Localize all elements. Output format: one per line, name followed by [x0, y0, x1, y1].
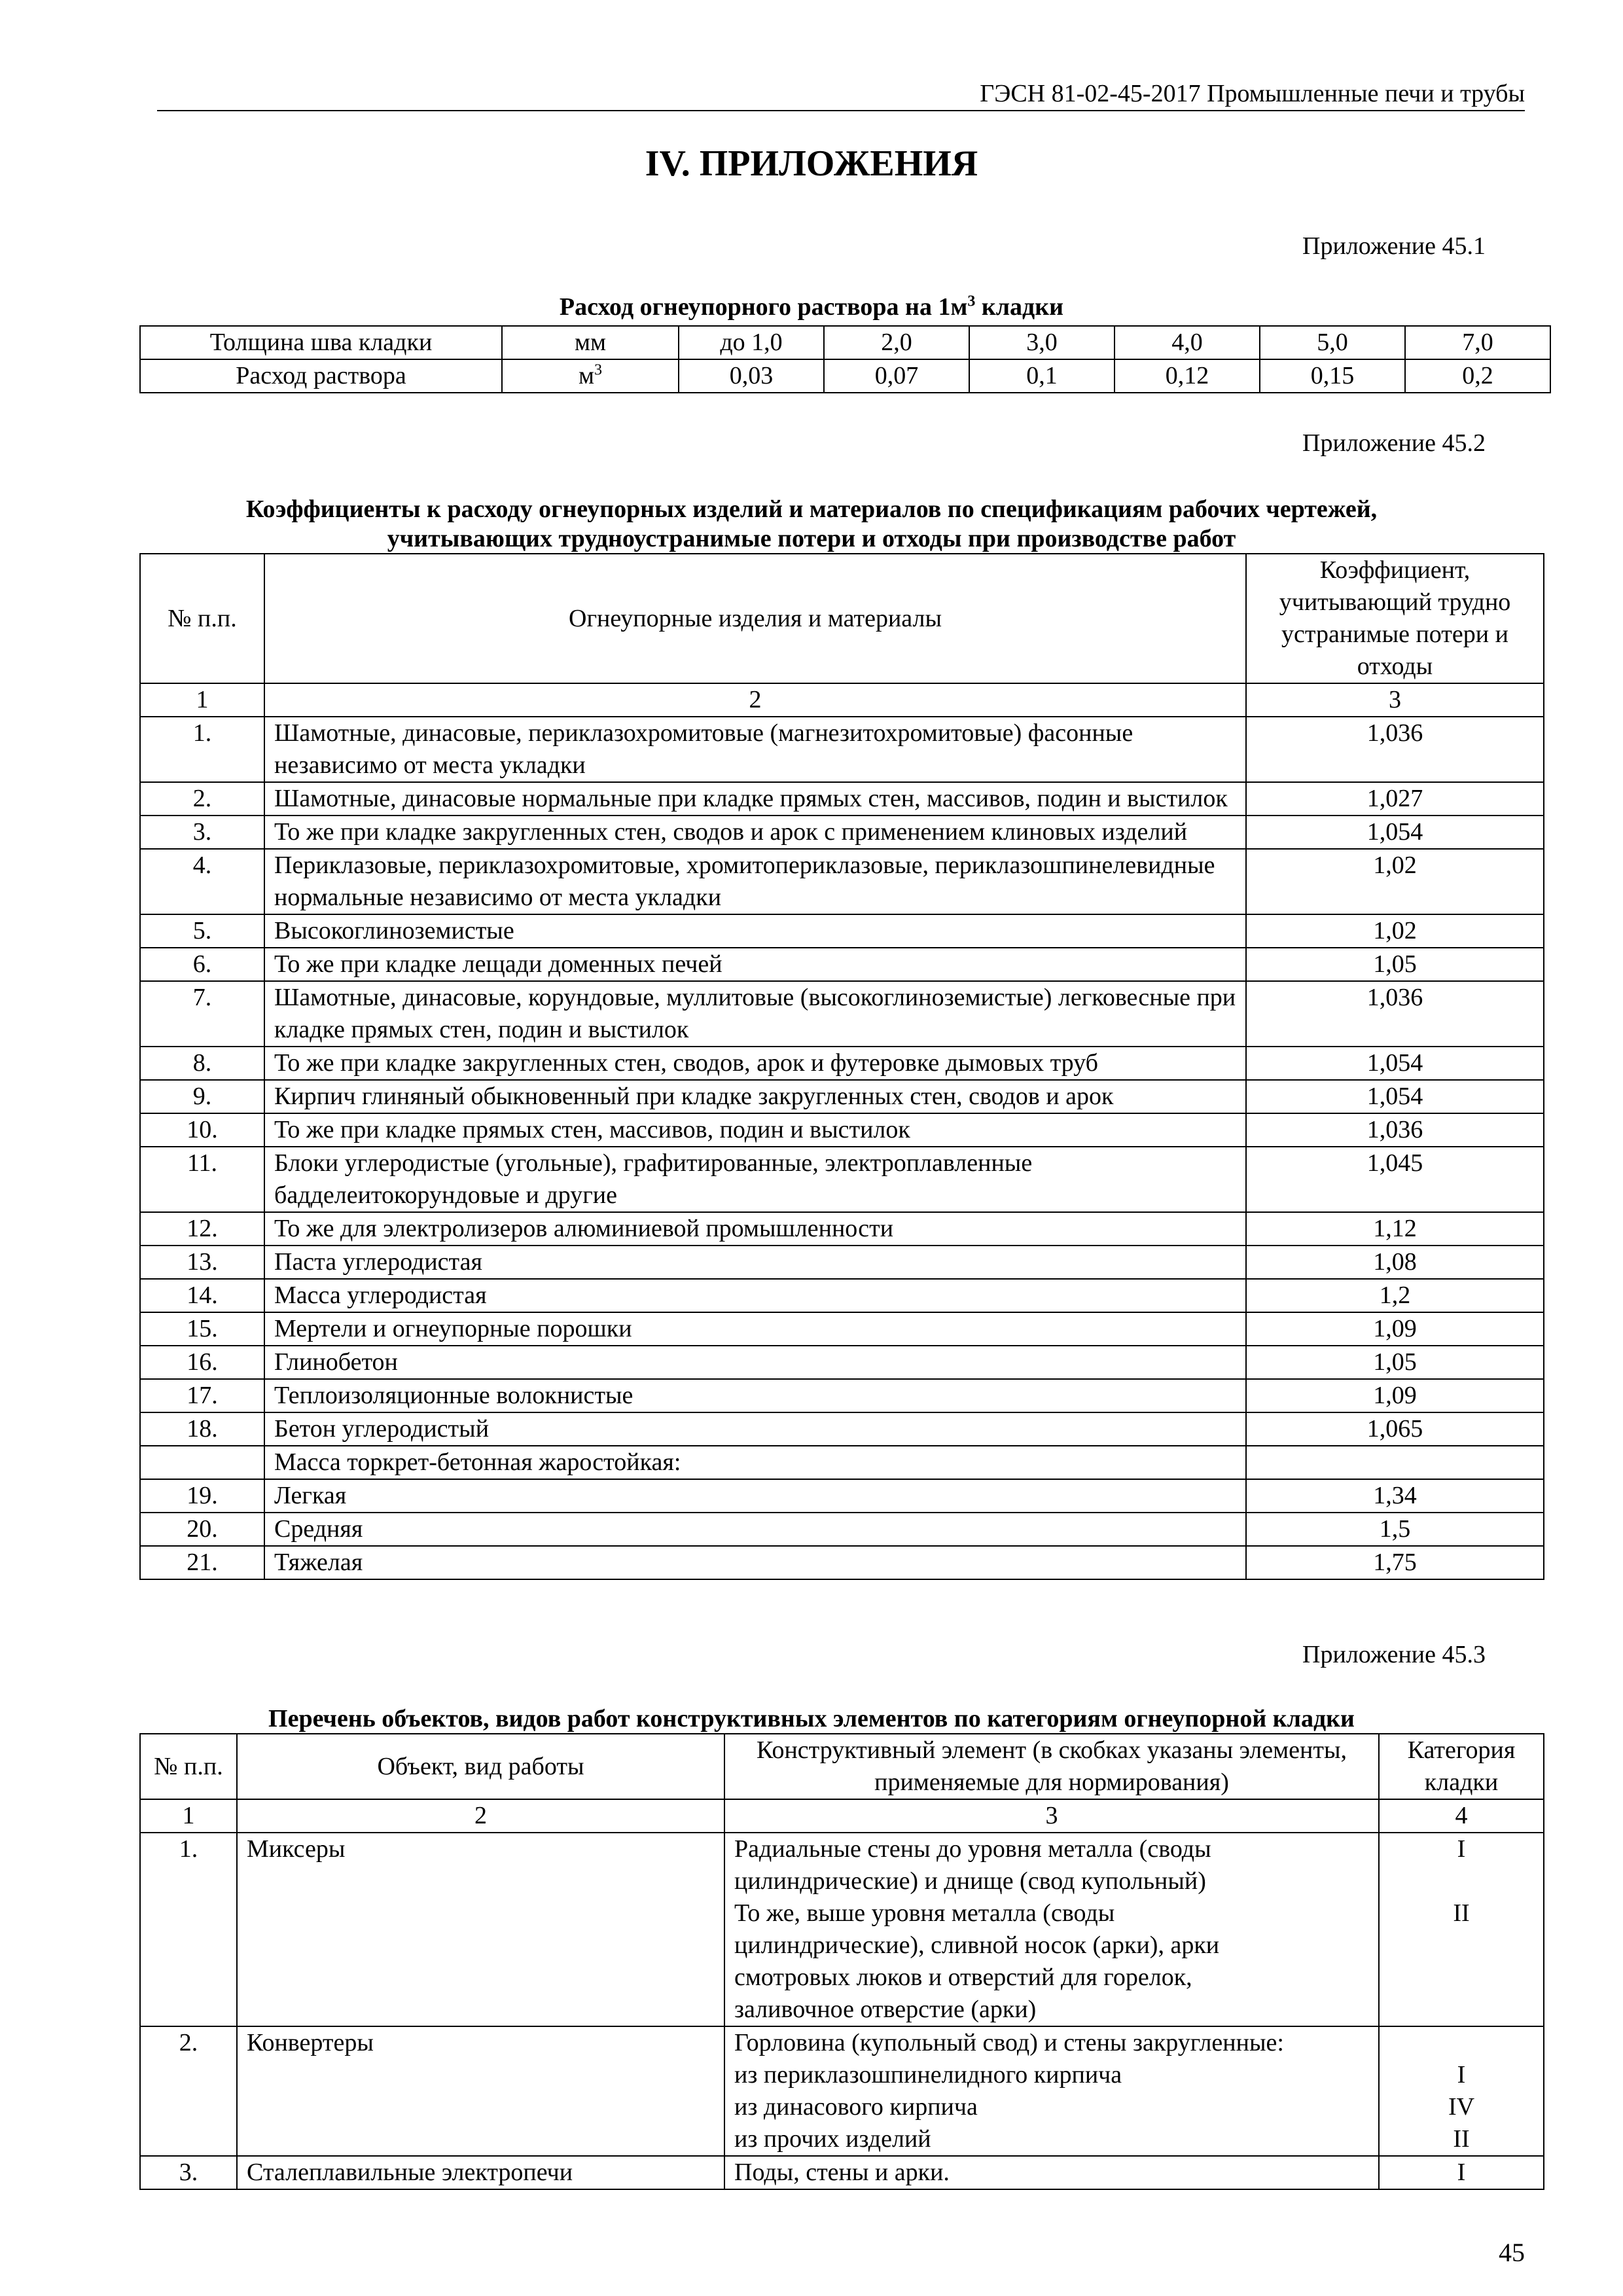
table-row — [140, 816, 1544, 849]
row-number: 2. — [140, 782, 264, 816]
table-row — [140, 359, 1550, 393]
material-name: Паста углеродистая — [264, 1246, 1246, 1279]
appendix-label-45-1: Приложение 45.1 — [1302, 232, 1486, 260]
header-materials-text: Огнеупорные изделия и материалы — [569, 604, 942, 632]
table-row — [140, 1446, 1544, 1479]
unit-text: мм — [574, 329, 607, 356]
table-row — [140, 1279, 1544, 1312]
value-cell: 0,1 — [969, 359, 1115, 393]
category-line — [1389, 1962, 1534, 1994]
category-line: I — [1457, 2061, 1466, 2089]
table-row — [140, 1379, 1544, 1412]
table-row — [140, 1513, 1544, 1546]
coefficient-value: 1,09 — [1246, 1379, 1544, 1412]
material-name: Мертели и огнеупорные порошки — [264, 1312, 1246, 1346]
coefficient-value: 1,08 — [1246, 1246, 1544, 1279]
header-no — [140, 1734, 237, 1799]
table-row — [140, 948, 1544, 981]
category-line — [1389, 1994, 1534, 2026]
table-row — [140, 1113, 1544, 1147]
row-number: 10. — [140, 1113, 264, 1147]
column-number-4: 4 — [1379, 1799, 1544, 1833]
column-number-1: 1 — [140, 1799, 237, 1833]
header-element-text: Конструктивный элемент (в скобках указаны элементы, применяемые для нормирования) — [757, 1736, 1347, 1796]
object-name: Сталеплавильные электропечи — [237, 2156, 724, 2189]
coefficient-value: 1,036 — [1246, 717, 1544, 782]
unit-cell — [502, 359, 679, 393]
material-name: Высокоглиноземистые — [264, 914, 1246, 948]
mortar-consumption-table — [139, 325, 1551, 393]
element-cell — [724, 2156, 1379, 2189]
row-number: 19. — [140, 1479, 264, 1513]
category-cell — [1379, 1833, 1544, 2026]
category-cell — [1379, 2026, 1544, 2156]
row-number: 17. — [140, 1379, 264, 1412]
element-line: То же, выше уровня металла (своды — [734, 1899, 1115, 1927]
table-row — [140, 1080, 1544, 1113]
coefficient-value: 1,054 — [1246, 1080, 1544, 1113]
column-number-1: 1 — [140, 683, 264, 717]
table-row — [140, 1147, 1544, 1212]
category-line: II — [1453, 1899, 1470, 1927]
element-line: заливочное отверстие (арки) — [734, 1996, 1037, 2023]
element-cell — [724, 1833, 1379, 2026]
coefficient-value: 1,75 — [1246, 1546, 1544, 1579]
table-row — [140, 981, 1544, 1047]
caption-superscript: 3 — [967, 293, 976, 310]
value-cell: до 1,0 — [679, 326, 824, 359]
header-category — [1379, 1734, 1544, 1799]
header-no — [140, 554, 264, 683]
coefficient-value — [1246, 1446, 1544, 1479]
category-cell — [1379, 2156, 1544, 2189]
material-name: Кирпич глиняный обыкновенный при кладке закругленных стен, сводов и арок — [264, 1080, 1246, 1113]
coefficient-value: 1,065 — [1246, 1412, 1544, 1446]
unit-superscript: 3 — [594, 361, 603, 379]
value-cell: 0,15 — [1260, 359, 1405, 393]
row-number — [140, 1446, 264, 1479]
row-number: 9. — [140, 1080, 264, 1113]
column-number-2: 2 — [264, 683, 1246, 717]
table-row — [140, 1479, 1544, 1513]
caption-text: Расход огнеупорного раствора на 1м — [559, 293, 968, 321]
row-number: 3. — [140, 816, 264, 849]
value-cell: 0,12 — [1115, 359, 1260, 393]
coefficient-value: 1,036 — [1246, 981, 1544, 1047]
coefficient-value: 1,054 — [1246, 1047, 1544, 1080]
table-row — [140, 2026, 1544, 2156]
table-row — [140, 782, 1544, 816]
column-number-2: 2 — [237, 1799, 724, 1833]
row-number: 11. — [140, 1147, 264, 1212]
coefficient-value: 1,02 — [1246, 914, 1544, 948]
header-no-text: № п.п. — [168, 604, 237, 632]
coefficient-value: 1,05 — [1246, 1346, 1544, 1379]
table-row — [140, 849, 1544, 914]
element-line: цилиндрические), сливной носок (арки), арки — [734, 1931, 1220, 1959]
header-element — [724, 1734, 1379, 1799]
row-number: 4. — [140, 849, 264, 914]
category-line — [1389, 2027, 1534, 2059]
value-cell: 0,03 — [679, 359, 824, 393]
header-coefficient — [1246, 554, 1544, 683]
category-line: IV — [1448, 2093, 1475, 2121]
header-no-text: № п.п. — [154, 1752, 223, 1780]
value-cell: 2,0 — [824, 326, 969, 359]
value-cell: 0,07 — [824, 359, 969, 393]
table-row — [140, 1212, 1544, 1246]
row-label: Расход раствора — [140, 359, 502, 393]
appendix-caption-45-1 — [0, 292, 1623, 322]
appendix-label-45-3: Приложение 45.3 — [1302, 1641, 1486, 1668]
page-number: 45 — [1499, 2238, 1525, 2267]
coefficient-value: 1,054 — [1246, 816, 1544, 849]
element-line: из прочих изделий — [734, 2125, 931, 2153]
category-line: I — [1457, 1835, 1466, 1863]
row-number: 5. — [140, 914, 264, 948]
material-name: То же при кладке лещади доменных печей — [264, 948, 1246, 981]
appendix-caption-45-2-line2: учитывающих трудноустранимые потери и отходы при производстве работ — [387, 525, 1236, 552]
row-number: 13. — [140, 1246, 264, 1279]
table-row — [140, 1833, 1544, 2026]
material-name: Периклазовые, периклазохромитовые, хромитопериклазовые, периклазошпинелевидные нормальные независимо от места укладки — [264, 849, 1246, 914]
coefficient-value: 1,045 — [1246, 1147, 1544, 1212]
caption-tail: кладки — [975, 293, 1064, 321]
appendix-label-45-2: Приложение 45.2 — [1302, 429, 1486, 457]
category-line: I — [1457, 2159, 1466, 2186]
coefficient-value: 1,2 — [1246, 1279, 1544, 1312]
element-line: Горловина (купольный свод) и стены закругленные: — [734, 2029, 1284, 2056]
row-number: 18. — [140, 1412, 264, 1446]
coefficient-value: 1,036 — [1246, 1113, 1544, 1147]
row-number: 15. — [140, 1312, 264, 1346]
material-name: Масса углеродистая — [264, 1279, 1246, 1312]
coefficient-value: 1,02 — [1246, 849, 1544, 914]
column-number-3: 3 — [724, 1799, 1379, 1833]
material-name: Средняя — [264, 1513, 1246, 1546]
table-row — [140, 1246, 1544, 1279]
material-name: То же при кладке прямых стен, массивов, подин и выстилок — [264, 1113, 1246, 1147]
table-row — [140, 1346, 1544, 1379]
appendix-caption-45-2-line1: Коэффициенты к расходу огнеупорных изделий и материалов по спецификациям рабочих чертежей, — [245, 495, 1378, 523]
running-header: ГЭСН 81-02-45-2017 Промышленные печи и трубы — [157, 77, 1525, 111]
row-number: 20. — [140, 1513, 264, 1546]
header-materials — [264, 554, 1246, 683]
coefficient-value: 1,09 — [1246, 1312, 1544, 1346]
coefficient-value: 1,5 — [1246, 1513, 1544, 1546]
page-title: IV. ПРИЛОЖЕНИЯ — [645, 143, 978, 184]
header-object — [237, 1734, 724, 1799]
material-name: Масса торкрет-бетонная жаростойкая: — [264, 1446, 1246, 1479]
object-name: Миксеры — [237, 1833, 724, 2026]
material-name: Бетон углеродистый — [264, 1412, 1246, 1446]
value-cell: 0,2 — [1405, 359, 1550, 393]
table-row — [140, 326, 1550, 359]
unit-text: м — [578, 362, 595, 389]
header-object-text: Объект, вид работы — [377, 1752, 584, 1780]
row-number: 3. — [140, 2156, 237, 2189]
element-line: цилиндрические) и днище (свод купольный) — [734, 1867, 1206, 1895]
row-number: 8. — [140, 1047, 264, 1080]
coefficient-value: 1,027 — [1246, 782, 1544, 816]
header-category-text: Категория кладки — [1407, 1736, 1516, 1796]
row-number: 2. — [140, 2026, 237, 2156]
category-line — [1389, 1929, 1534, 1962]
unit-cell — [502, 326, 679, 359]
appendix-caption-45-3: Перечень объектов, видов работ конструктивных элементов по категориям огнеупорной кладки — [268, 1705, 1355, 1732]
material-name: Шамотные, динасовые нормальные при кладке прямых стен, массивов, подин и выстилок — [264, 782, 1246, 816]
table-row — [140, 1412, 1544, 1446]
row-number: 12. — [140, 1212, 264, 1246]
material-name: Шамотные, динасовые, периклазохромитовые (магнезитохромитовые) фасонные независимо от места укладки — [264, 717, 1246, 782]
category-line: II — [1453, 2125, 1470, 2153]
row-number: 14. — [140, 1279, 264, 1312]
table-row — [140, 2156, 1544, 2189]
column-number-3: 3 — [1246, 683, 1544, 717]
object-name: Конвертеры — [237, 2026, 724, 2156]
table-row — [140, 1047, 1544, 1080]
coefficient-value: 1,12 — [1246, 1212, 1544, 1246]
element-cell — [724, 2026, 1379, 2156]
value-cell: 5,0 — [1260, 326, 1405, 359]
coefficient-value: 1,34 — [1246, 1479, 1544, 1513]
material-name: То же для электролизеров алюминиевой промышленности — [264, 1212, 1246, 1246]
table-row — [140, 1546, 1544, 1579]
material-name: Глинобетон — [264, 1346, 1246, 1379]
material-name: Блоки углеродистые (угольные), графитированные, электроплавленные бадделеитокорундовые и другие — [264, 1147, 1246, 1212]
element-line: Радиальные стены до уровня металла (своды — [734, 1835, 1211, 1863]
material-name: Шамотные, динасовые, корундовые, муллитовые (высокоглиноземистые) легковесные при кладке прямых стен, подин и выстилок — [264, 981, 1246, 1047]
value-cell: 7,0 — [1405, 326, 1550, 359]
row-number: 1. — [140, 717, 264, 782]
value-cell: 4,0 — [1115, 326, 1260, 359]
row-number: 6. — [140, 948, 264, 981]
row-number: 1. — [140, 1833, 237, 2026]
material-name: Легкая — [264, 1479, 1246, 1513]
table-row — [140, 1312, 1544, 1346]
row-number: 16. — [140, 1346, 264, 1379]
element-line: из периклазошпинелидного кирпича — [734, 2061, 1122, 2089]
material-name: То же при кладке закругленных стен, сводов, арок и футеровке дымовых труб — [264, 1047, 1246, 1080]
table-row — [140, 717, 1544, 782]
category-line — [1389, 1865, 1534, 1897]
row-label: Толщина шва кладки — [140, 326, 502, 359]
material-name: Теплоизоляционные волокнистые — [264, 1379, 1246, 1412]
table-row — [140, 914, 1544, 948]
material-name: То же при кладке закругленных стен, сводов и арок с применением клиновых изделий — [264, 816, 1246, 849]
row-number: 7. — [140, 981, 264, 1047]
masonry-categories-table — [139, 1733, 1544, 2190]
element-line: из динасового кирпича — [734, 2093, 978, 2121]
coefficient-value: 1,05 — [1246, 948, 1544, 981]
coefficients-table — [139, 553, 1544, 1580]
element-line: смотровых люков и отверстий для горелок, — [734, 1964, 1192, 1991]
element-line: Поды, стены и арки. — [734, 2159, 950, 2186]
row-number: 21. — [140, 1546, 264, 1579]
material-name: Тяжелая — [264, 1546, 1246, 1579]
value-cell: 3,0 — [969, 326, 1115, 359]
header-coefficient-text: Коэффициент, учитывающий трудно устранимые потери и отходы — [1279, 556, 1511, 680]
